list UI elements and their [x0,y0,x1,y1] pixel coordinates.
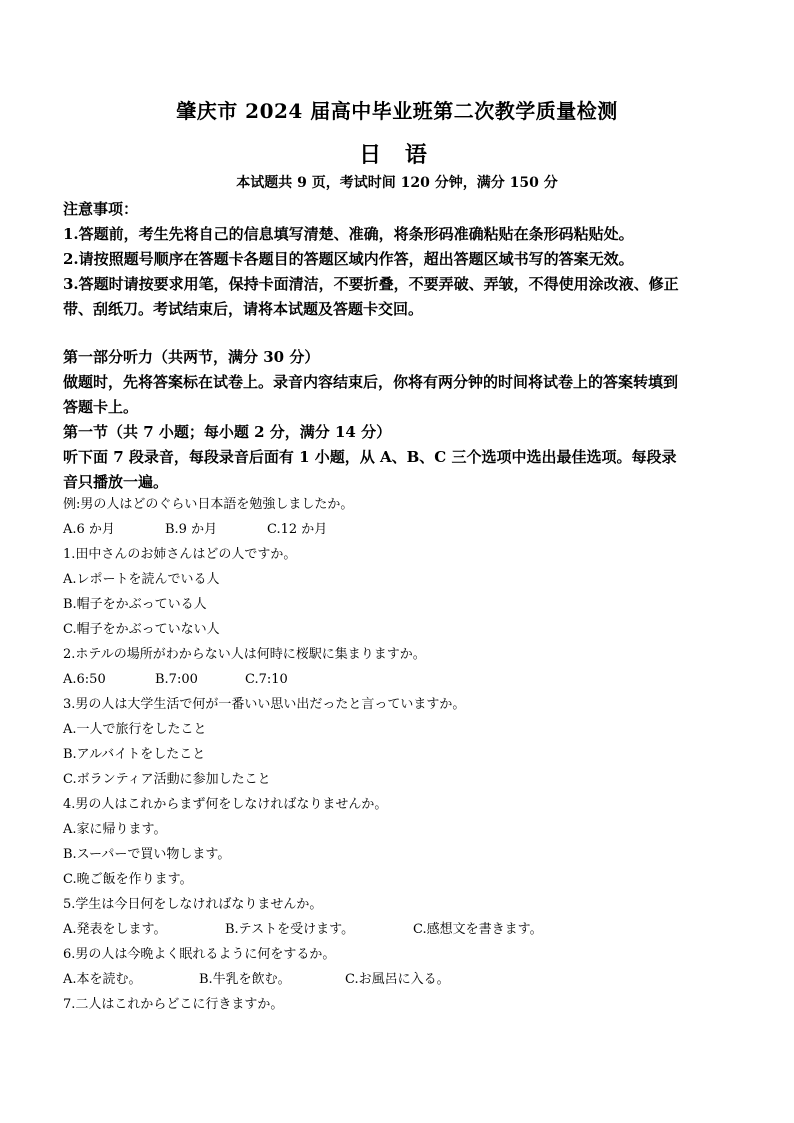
notice-item: 3.答题时请按要求用笔，保持卡面清洁，不要折叠，不要弄破、弄皱，不得使用涂改液、修正 [63,275,679,293]
option-row [63,920,543,940]
notice-item: 1.答题前，考生先将自己的信息填写清楚、准确，将条形码准确粘贴在条形码粘贴处。 [63,225,634,243]
option: A.6:50 [63,672,106,687]
option: B.牛乳を飲む。 [199,972,291,987]
section1-instruction: 音只播放一遍。 [63,473,169,491]
question: 5.学生は今日何をしなければなりませんか。 [63,897,323,912]
option: B.アルバイトをしたこと [63,747,206,762]
option: B.帽子をかぶっている人 [63,597,207,612]
option: C.お風呂に入る。 [345,972,450,987]
option: C.晩ご飯を作ります。 [63,872,193,887]
notice-item: 2.请按照题号顺序在答题卡各题目的答题区域内作答，超出答题区域书写的答案无效。 [63,250,634,268]
question: 3.男の人は大学生活で何が一番いい思い出だったと言っていますか。 [63,697,466,712]
option: A.発表をします。 [63,922,167,937]
notice-section [63,197,731,322]
option: B.7:00 [155,672,198,687]
option: A.6 か月 [63,522,115,537]
exam-info: 本试题共 9 页，考试时间 120 分钟，满分 150 分 [236,175,558,191]
option: B.スーパーで買い物します。 [63,847,231,862]
notice-item: 带、刮纸刀。考试结束后，请将本试题及答题卡交回。 [63,300,424,318]
section1-heading: 第一节（共 7 小题；每小题 2 分，满分 14 分） [63,423,392,441]
part1-instruction: 答题卡上。 [63,398,139,416]
question: 2.ホテルの場所がわからない人は何時に桜駅に集まりますか。 [63,647,426,662]
question: 1.田中さんのお姉さんはどの人ですか。 [63,547,297,562]
option: A.家に帰ります。 [63,822,167,837]
section1-instruction: 听下面 7 段录音，每段录音后面有 1 小题，从 A、B、C 三个选项中选出最佳选项。每段录 [63,448,677,466]
part1-heading: 第一部分听力（共两节，满分 30 分） [63,348,320,366]
option: A.一人で旅行をしたこと [63,722,207,737]
option: B.9 か月 [165,522,218,537]
option: C.感想文を書きます。 [413,922,543,937]
part1-section [63,345,731,495]
question: 7.二人はこれからどこに行きますか。 [63,997,284,1012]
subject-title: 日 语 [359,142,435,168]
option: C.ボランティア活動に参加したこと [63,772,271,787]
question: 6.男の人は今晩よく眠れるように何をするか。 [63,947,336,962]
option: C.12 か月 [267,522,328,537]
option: B.テストを受けます。 [225,922,355,937]
example-question: 例:男の人はどのぐらい日本語を勉強しましたか。 [63,497,354,512]
option: C.帽子をかぶっていない人 [63,622,220,637]
exam-title: 肇庆市 2024 届高中毕业班第二次教学质量检测 [176,99,618,123]
option: A.レポートを読んでいる人 [63,572,220,587]
option-row [63,970,450,990]
option: A.本を読む。 [63,972,142,987]
part1-instruction: 做题时，先将答案标在试卷上。录音内容结束后，你将有两分钟的时间将试卷上的答案转填到 [63,373,679,391]
option: C.7:10 [245,672,288,687]
notice-heading: 注意事项： [63,200,139,218]
example-options [63,520,327,540]
option-row [63,670,288,690]
question: 4.男の人はこれからまず何をしなければなりませんか。 [63,797,388,812]
